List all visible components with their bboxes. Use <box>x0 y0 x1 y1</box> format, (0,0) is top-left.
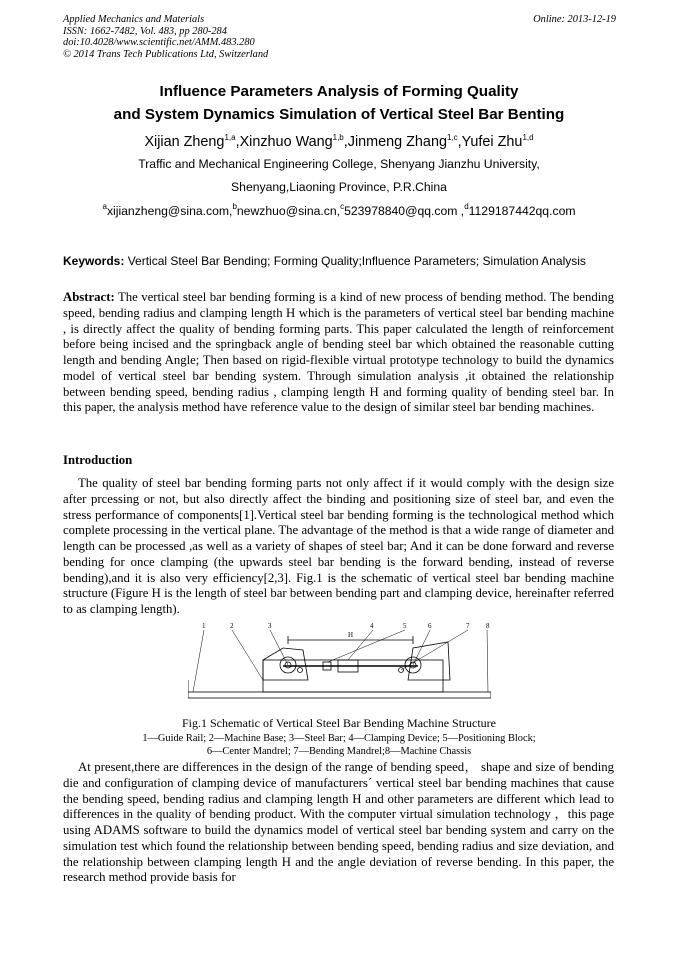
email-sup: a <box>102 202 107 211</box>
affiliation <box>0 153 678 198</box>
email-sup: c <box>340 202 345 211</box>
author-emails <box>0 199 678 219</box>
author-name: Xinzhuo Wang <box>239 134 333 150</box>
online-date: Online: 2013-12-19 <box>533 14 616 25</box>
author-affil-sup: 1,c <box>446 133 458 142</box>
figure-callouts <box>202 622 490 639</box>
paper-title <box>0 80 678 126</box>
callout-label: 5 <box>403 622 407 630</box>
title-line-1: Influence Parameters Analysis of Forming Quality <box>159 83 519 100</box>
affiliation-line-2: Shenyang,Liaoning Province, P.R.China <box>231 179 447 194</box>
callout-label: 4 <box>370 622 374 630</box>
abstract-text: The vertical steel bar bending forming is a kind of new process of bending method. The bending speed, bending radius and clamping length H which is the parameters of vertical steel bar bending machine , is directly affect the quality of bending forming parts. This paper calculated the length of reinforcement before being incised and the springback angle of bending steel bar which obtained the reasonable cutting length and bending Angle; Then based on rigid-flexible virtual prototype technology to build the dynamics model of vertical steel bar bending system. Through simulation analysis ,it obtained the relationship between bending speed, bending radius , clamping length H and forming quality of bending steel bar. In this paper, the analysis method have reference value to the design of similar steel bar bending machines. <box>63 290 614 415</box>
email-text: 1129187442qq.com <box>468 204 576 218</box>
callout-label: 1 <box>202 622 206 630</box>
affiliation-line-1: Traffic and Mechanical Engineering College, Shenyang Jianzhu University, <box>138 157 540 171</box>
intro-paragraph-1: The quality of steel bar bending forming parts not only affect if it would comply with the design size after prcessing or not, but also directly affect the binding and positioning size of steel bar, and even the stress performance of components[1].Vertical steel bar bending forming is the technological method which complete processing in the vertical plane. The advantage of the method is that a wide range of diameter and length can be processed ,as well as a variety of shapes of steel bar; And it can be done forward and reverse bending for once clamping (the upwards steel bar bending is the forward bending, instead of reverse bending),and it is also very efficiency[2,3]. Fig.1 is the schematic of vertical steel bar bending machine structure (Figure H is the length of steel bar between bending part and clamping device, hereinafter referred to as clamping length). <box>63 476 614 616</box>
journal-name: Applied Mechanics and Materials <box>63 14 205 25</box>
intro-paragraph-2: At present,there are differences in the design of the range of bending speed， shape and size of bending die and configuration of clamping device of manufacturers´ vertical steel bar bending machines that cause the bending speed, bending radius and clamping length H and other parameters are different which lead to differences in the quality of bending product. With the computer virtual simulation technology ，this page using ADAMS software to build the dynamics model of vertical steel bar bending system and carry on the simulation test which found the relationship between bending speed, bending radius and size deviation, and the relationship between clamping length H and the angle deviation of reverse bending. In this paper, the research method provide basis for <box>63 760 614 885</box>
email-sup: b <box>232 202 237 211</box>
doi-line: doi:10.4028/www.scientific.net/AMM.483.280 <box>63 37 255 49</box>
keywords <box>63 253 623 269</box>
author-affil-sup: 1,d <box>522 133 534 142</box>
machine-chassis <box>188 692 491 698</box>
author-name: Yufei Zhu <box>461 134 523 150</box>
figure-1-schematic <box>188 620 491 710</box>
page-header <box>63 14 616 60</box>
figure-legend <box>0 733 678 758</box>
keywords-label: Keywords: <box>63 254 125 268</box>
legend-line-1: 1—Guide Rail; 2—Machine Base; 3—Steel Bar; 4—Clamping Device; 5—Positioning Block; <box>142 733 536 744</box>
callout-label: 3 <box>268 622 272 630</box>
author-name: Xijian Zheng <box>144 134 225 150</box>
issn-line: ISSN: 1662-7482, Vol. 483, pp 280-284 <box>63 25 227 37</box>
left-bending-mandrel <box>298 668 303 673</box>
callout-label: 6 <box>428 622 432 630</box>
email-sup: d <box>464 202 469 211</box>
title-line-2: and System Dynamics Simulation of Vertical Steel Bar Benting <box>113 106 565 123</box>
legend-line-2: 6—Center Mandrel; 7—Bending Mandrel;8—Machine Chassis <box>206 745 472 757</box>
author-name: Jinmeng Zhang <box>347 134 447 150</box>
right-bending-head <box>408 642 450 680</box>
figure-caption: Fig.1 Schematic of Vertical Steel Bar Bending Machine Structure <box>181 716 497 730</box>
callout-label: 2 <box>230 622 234 630</box>
callout-label: 8 <box>486 622 490 630</box>
email-text: xijianzheng@sina.com, <box>106 204 233 218</box>
callout-label: 7 <box>466 622 470 630</box>
section-heading-introduction: Introduction <box>63 453 133 467</box>
email-text: newzhuo@sina.cn, <box>236 204 341 218</box>
author-list: Xijian Zheng$^{1,a}$,Xinzhuo Wang$^{1,b}$,Jinmeng Zhang$^{1,c}$,Yufei Zhu$^{1,d}$ <box>144 133 534 150</box>
callout-label: H <box>348 631 354 639</box>
keywords-text: Vertical Steel Bar Bending; Forming Quality;Influence Parameters; Simulation Analysis <box>124 254 586 268</box>
abstract <box>63 290 614 416</box>
email-text: 523978840@qq.com , <box>344 204 465 218</box>
copyright-line: © 2014 Trans Tech Publications Ltd, Switzerland <box>63 48 269 60</box>
author-affil-sup: 1,b <box>332 133 344 142</box>
abstract-label: Abstract: <box>63 290 115 304</box>
author-affil-sup: 1,a <box>224 133 236 142</box>
